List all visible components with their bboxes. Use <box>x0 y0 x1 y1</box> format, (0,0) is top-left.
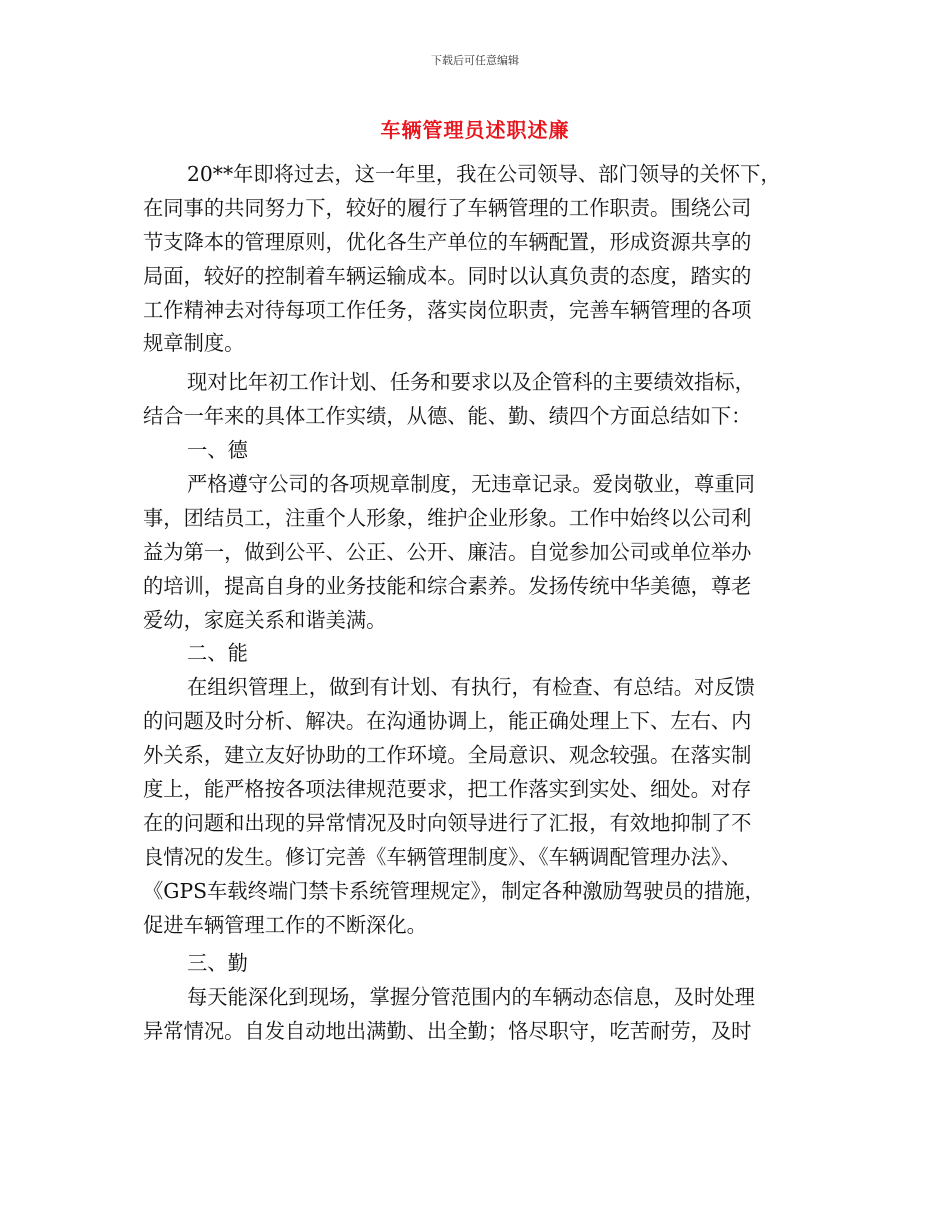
paragraph-line: 异常情况。自发自动地出满勤、出全勤；恪尽职守，吃苦耐劳，及时 <box>143 1019 752 1044</box>
section-heading: 二、能 <box>187 641 248 666</box>
section-heading: 一、德 <box>187 438 248 463</box>
paragraph-line: 现对比年初工作计划、任务和要求以及企管科的主要绩效指标， <box>187 370 755 395</box>
paragraph-line: 事，团结员工，注重个人形象，维护企业形象。工作中始终以公司利 <box>143 505 752 530</box>
paragraph-line: 局面，较好的控制着车辆运输成本。同时以认真负责的态度，踏实的 <box>143 263 752 288</box>
paragraph-line: 促进车辆管理工作的不断深化。 <box>143 912 427 937</box>
paragraph-line: 外关系，建立友好协助的工作环境。全局意识、观念较强。在落实制 <box>143 743 752 768</box>
paragraph-line: 规章制度。 <box>143 331 245 356</box>
paragraph-line: 《GPS车载终端门禁卡系统管理规定》，制定各种激励驾驶员的措施， <box>143 878 765 903</box>
section-heading: 三、勤 <box>187 951 248 976</box>
paragraph-line: 节支降本的管理原则，优化各生产单位的车辆配置，形成资源共享的 <box>143 229 752 254</box>
paragraph-line: 的问题及时分析、解决。在沟通协调上，能正确处理上下、左右、内 <box>143 709 752 734</box>
paragraph-line: 在组织管理上，做到有计划、有执行，有检查、有总结。对反馈 <box>187 675 755 700</box>
document-title: 车辆管理员述职述廉 <box>380 118 570 142</box>
paragraph-line: 每天能深化到现场，掌握分管范围内的车辆动态信息，及时处理 <box>187 985 755 1010</box>
page-header-note: 下载后可任意编辑 <box>431 54 519 67</box>
paragraph-line: 的培训，提高自身的业务技能和综合素养。发扬传统中华美德，尊老 <box>143 573 752 598</box>
paragraph-line: 在的问题和出现的异常情况及时向领导进行了汇报，有效地抑制了不 <box>143 810 752 835</box>
paragraph-line: 度上，能严格按各项法律规范要求，把工作落实到实处、细处。对存 <box>143 777 752 802</box>
paragraph-line: 益为第一，做到公平、公正、公开、廉洁。自觉参加公司或单位举办 <box>143 539 752 564</box>
paragraph-line: 严格遵守公司的各项规章制度，无违章记录。爱岗敬业，尊重同 <box>187 472 755 497</box>
document-body <box>143 158 808 1049</box>
paragraph-line: 爱幼，家庭关系和谐美满。 <box>143 607 387 632</box>
paragraph-line: 在同事的共同努力下，较好的履行了车辆管理的工作职责。围绕公司 <box>143 195 752 220</box>
paragraph-line: 20**年即将过去，这一年里，我在公司领导、部门领导的关怀下， <box>187 162 781 186</box>
paragraph-line: 良情况的发生。修订完善《车辆管理制度》、《车辆调配管理办法》、 <box>143 844 742 869</box>
paragraph-line: 结合一年来的具体工作实绩，从德、能、勤、绩四个方面总结如下： <box>143 404 752 429</box>
paragraph-line: 工作精神去对待每项工作任务，落实岗位职责，完善车辆管理的各项 <box>143 297 752 322</box>
